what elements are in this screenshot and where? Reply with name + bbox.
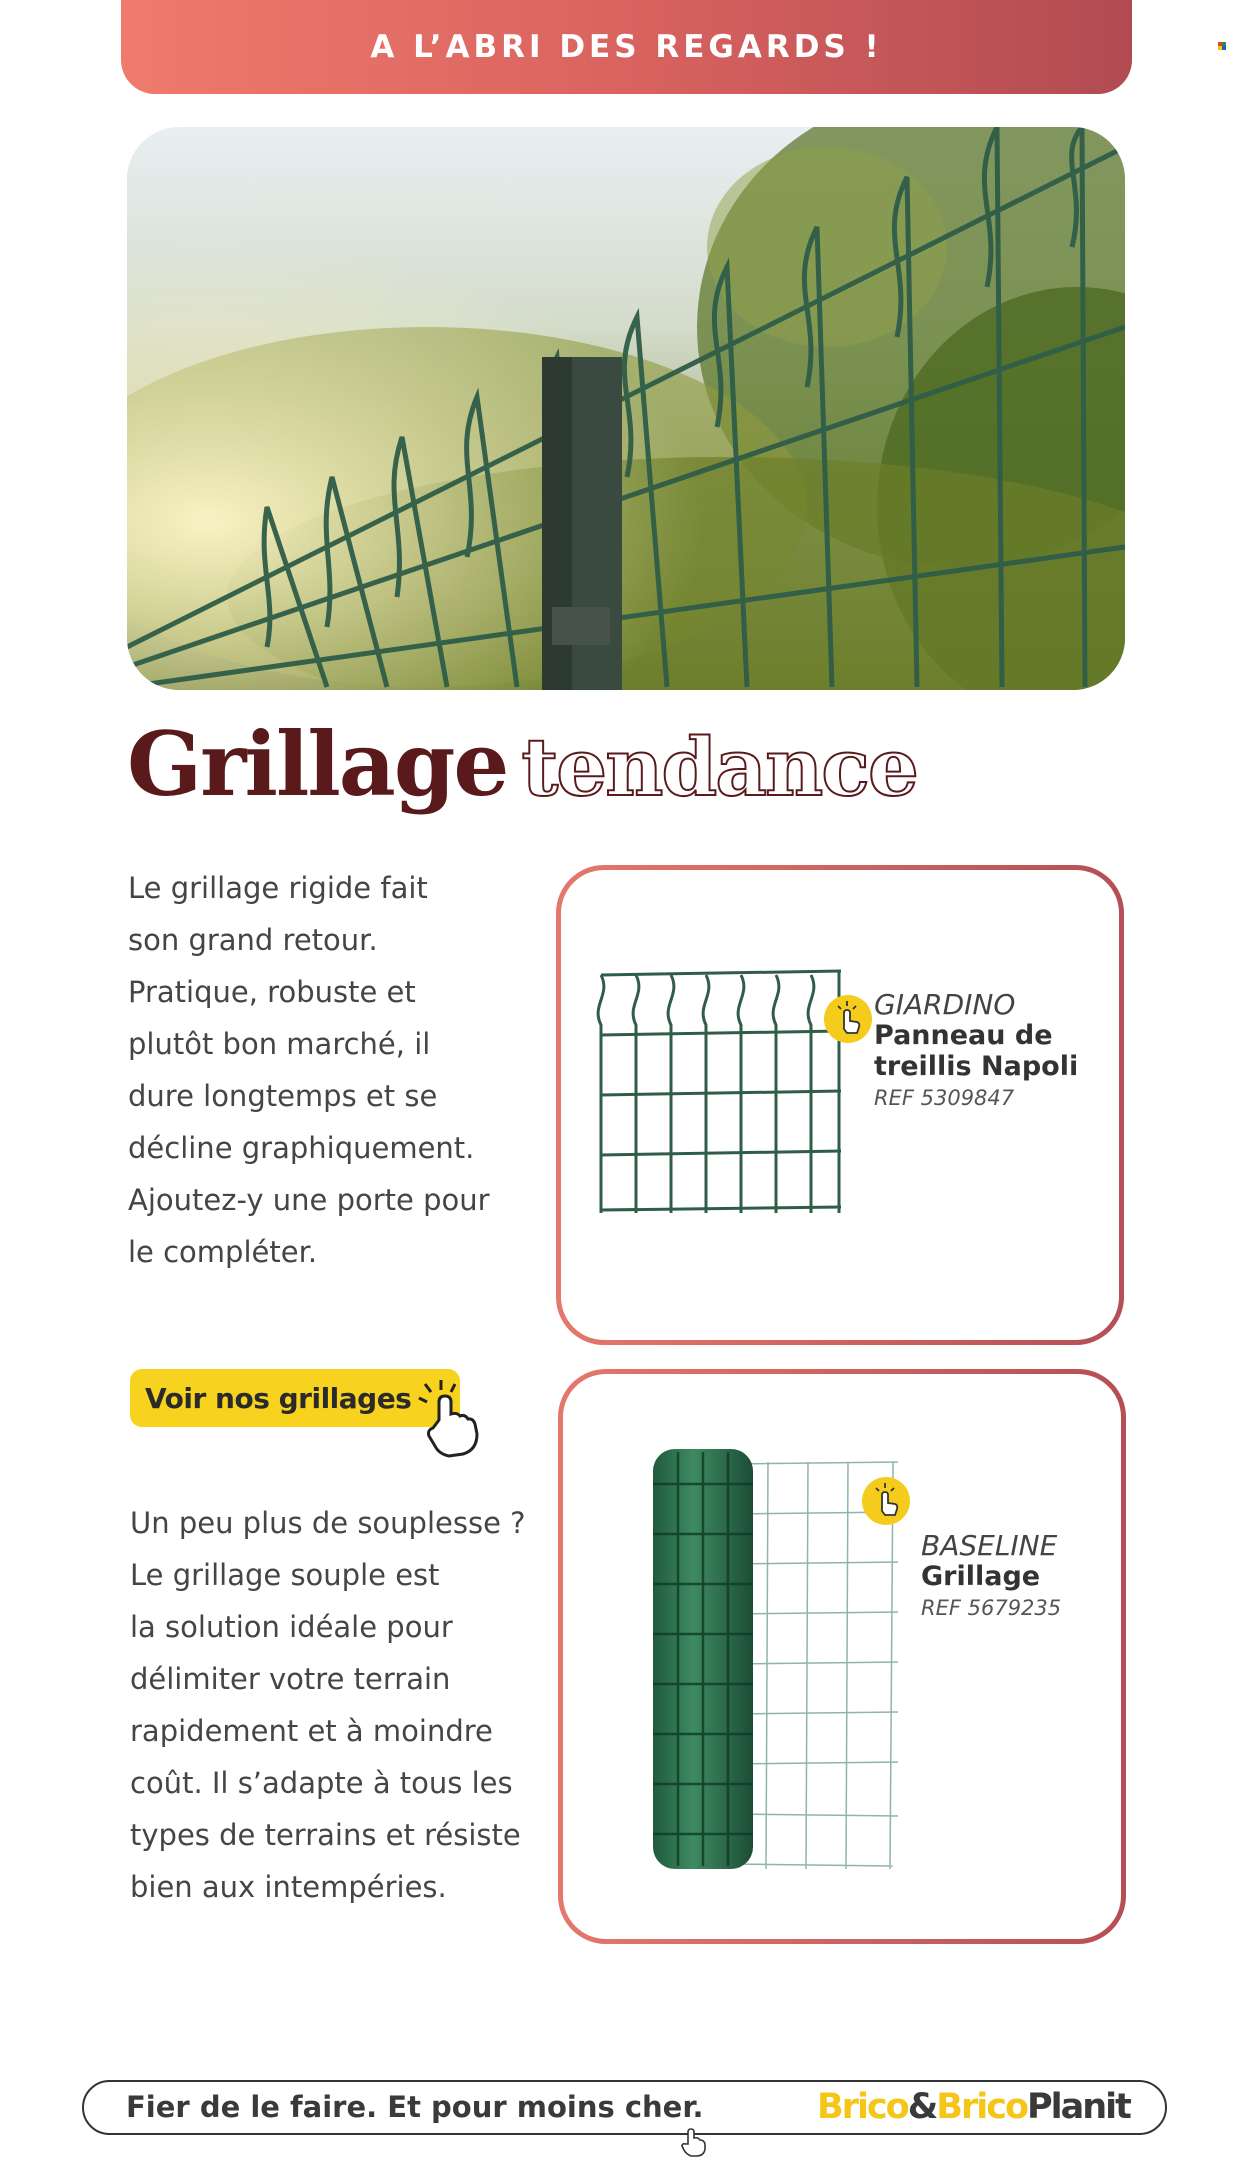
- logo-part: Brico: [817, 2087, 908, 2127]
- logo-amp: &: [907, 2087, 937, 2127]
- text-line: Le grillage souple est: [130, 1558, 440, 1592]
- product-name-line: treillis Napoli: [874, 1051, 1079, 1082]
- banner-title: A L’ABRI DES REGARDS !: [370, 29, 883, 65]
- hero-fence-photo: [127, 127, 1125, 690]
- text-line: son grand retour.: [128, 923, 378, 957]
- product-card-baseline[interactable]: [558, 1369, 1126, 1944]
- rigid-panel-image: [591, 955, 846, 1220]
- headline-outline: tendance: [521, 720, 917, 814]
- tap-icon[interactable]: [862, 1477, 910, 1525]
- product-name-line: Grillage: [921, 1561, 1041, 1592]
- logo-part: Planit: [1027, 2087, 1130, 2127]
- product-ref: REF 5309847: [874, 1086, 1015, 1110]
- footer-slogan: Fier de le faire. Et pour moins cher.: [126, 2090, 704, 2124]
- corner-color-mark: [1218, 42, 1226, 50]
- text-line: types de terrains et résiste: [130, 1818, 521, 1852]
- text-line: rapidement et à moindre: [130, 1714, 493, 1748]
- brico-logo[interactable]: [817, 2087, 1130, 2127]
- text-line: Le grillage rigide fait: [128, 871, 428, 905]
- text-line: Pratique, robuste et: [128, 975, 416, 1009]
- pointing-hand-icon[interactable]: [405, 1370, 497, 1462]
- top-banner: [121, 0, 1132, 94]
- text-line: le compléter.: [128, 1235, 318, 1269]
- product-brand: BASELINE: [921, 1529, 1058, 1562]
- rigid-fence-description: [128, 862, 548, 1278]
- product-brand: GIARDINO: [874, 988, 1016, 1021]
- product-ref: REF 5679235: [921, 1596, 1062, 1620]
- product-info: [921, 1531, 1121, 1622]
- text-line: la solution idéale pour: [130, 1610, 453, 1644]
- text-line: Un peu plus de souplesse ?: [130, 1506, 526, 1540]
- product-info: [874, 990, 1104, 1112]
- soft-fence-description: [130, 1497, 570, 1913]
- text-line: Ajoutez-y une porte pour: [128, 1183, 490, 1217]
- product-card-giardino[interactable]: [556, 865, 1124, 1345]
- logo-part: Brico: [936, 2087, 1027, 2127]
- fence-illustration: [127, 127, 1125, 690]
- headline-bold: Grillage: [127, 712, 508, 816]
- cta-label: Voir nos grillages: [145, 1381, 412, 1415]
- footer-bar: [82, 2080, 1167, 2135]
- text-line: coût. Il s’adapte à tous les: [130, 1766, 513, 1800]
- small-hand-icon: [678, 2126, 708, 2158]
- text-line: bien aux intempéries.: [130, 1870, 447, 1904]
- page-headline: [127, 712, 917, 822]
- product-name-line: Panneau de: [874, 1020, 1053, 1051]
- text-line: dure longtemps et se: [128, 1079, 438, 1113]
- tap-icon[interactable]: [824, 995, 872, 1043]
- text-line: délimiter votre terrain: [130, 1662, 451, 1696]
- text-line: plutôt bon marché, il: [128, 1027, 431, 1061]
- text-line: décline graphiquement.: [128, 1131, 475, 1165]
